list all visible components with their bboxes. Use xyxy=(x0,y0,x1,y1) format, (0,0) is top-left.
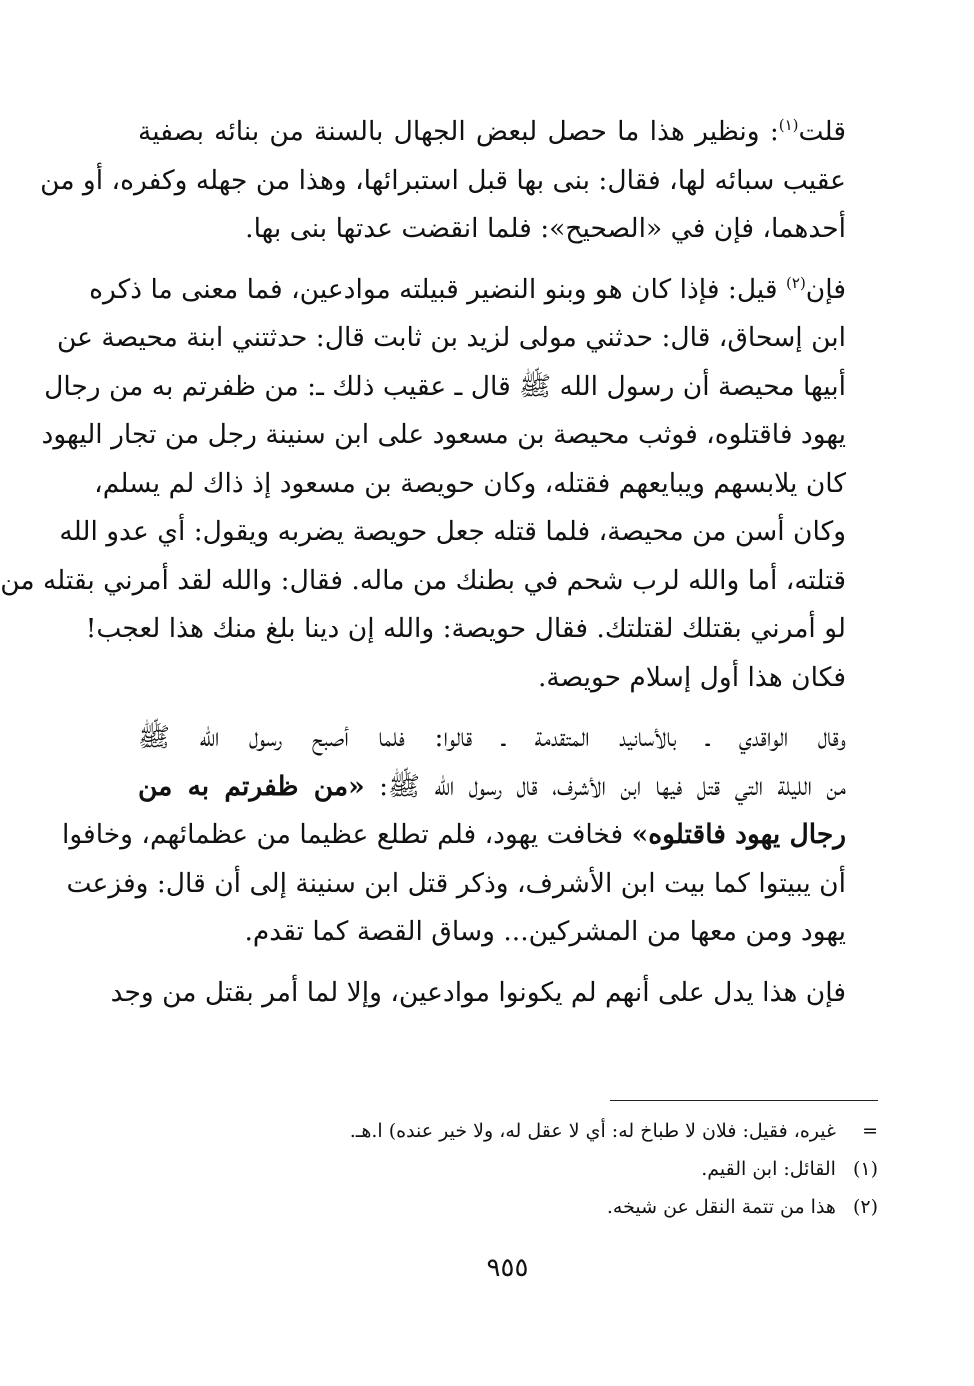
footnote xyxy=(138,1150,878,1188)
footnote-text: هذا من تتمة النقل عن شيخه. xyxy=(606,1196,836,1218)
paragraph xyxy=(62,714,878,957)
main-text xyxy=(0,108,878,1029)
footnote-ref: (٢) xyxy=(786,273,806,292)
footnote-marker: = xyxy=(862,1120,878,1142)
text-run: فخافت يهود، فلم تطلع عظيما من عظمائهم، وخافوا xyxy=(62,819,632,850)
text-run: لو أمرني بقتلك لقتلتك. فقال حويصة: والله إن دينا بلغ منك هذا لعجب! xyxy=(85,613,846,644)
paragraph xyxy=(110,969,878,1018)
footnote-marker: (١) xyxy=(852,1158,878,1180)
footnote-text: القائل: ابن القيم. xyxy=(701,1158,836,1180)
text-run: ابن إسحاق، قال: حدثني مولى لزيد بن ثابت قال: حدثتني ابنة محيصة عن xyxy=(56,322,846,353)
text-run: وقال الواقدي ـ بالأسانيد المتقدمة ـ قالوا: فلما أصبح رسول الله ﷺ xyxy=(138,722,846,753)
text-run: وكان أسن من محيصة، فلما قتله جعل حويصة يضربه ويقول: أي عدو الله xyxy=(59,516,846,547)
text-run: يهود فاقتلوه، فوثب محيصة بن مسعود على ابن سنينة رجل من تجار اليهود xyxy=(41,419,846,450)
text-line xyxy=(138,908,878,957)
footnote-separator xyxy=(610,1100,878,1101)
paragraph xyxy=(40,108,878,254)
text-line xyxy=(56,314,878,363)
text-line xyxy=(94,460,878,509)
hadith-quote: رجال يهود فاقتلوه» xyxy=(631,819,846,850)
text-run: من الليلة التي قتل فيها ابن الأشرف، قال رسول الله ﷺ: xyxy=(364,770,847,802)
footnotes xyxy=(138,1112,878,1226)
text-run: كان يلابسهم ويبايعهم فقتله، وكان حويصة بن مسعود إذ ذاك لم يسلم، xyxy=(94,467,846,499)
text-line xyxy=(110,969,878,1018)
text-run: : ونظير هذا ما حصل لبعض الجهال بالسنة من بنائه بصفية xyxy=(138,116,779,147)
text-line xyxy=(44,363,878,412)
text-run: قيل: فإذا كان هو وبنو النضير قبيلته موادعين، فما معنى ما ذكره xyxy=(89,273,787,305)
text-run: يهود ومن معها من المشركين... وساق القصة كما تقدم. xyxy=(244,916,846,947)
footnote-marker: (٢) xyxy=(852,1196,878,1218)
text-line xyxy=(59,508,878,557)
text-run: عقيب سبائه لها، فقال: بنى بها قبل استبرائها، وهذا من جهله وكفره، أو من xyxy=(40,164,846,196)
text-line xyxy=(138,108,878,157)
footnote-text: غيره، فقيل: فلان لا طباخ له: أي لا عقل له، ولا خير عنده) ا.هـ. xyxy=(349,1120,836,1142)
text-line xyxy=(138,654,878,703)
text-line xyxy=(41,411,878,460)
page-number: ٩٥٥ xyxy=(486,1253,529,1283)
footnote xyxy=(138,1188,878,1226)
text-line xyxy=(138,205,878,254)
footnote xyxy=(138,1112,878,1150)
footnote-ref: (١) xyxy=(778,116,799,135)
text-line xyxy=(138,714,878,763)
text-run: أحدهما، فإن في «الصحيح»: فلما انقضت عدتها بنى بها. xyxy=(245,213,846,244)
text-run: أن يبيتوا كما بيت ابن الأشرف، وذكر قتل ابن سنينة إلى أن قال: وفزعت xyxy=(66,867,846,899)
text-run: فكان هذا أول إسلام حويصة. xyxy=(537,661,846,693)
text-line xyxy=(85,605,878,654)
text-run: أبيها محيصة أن رسول الله ﷺ قال ـ عقيب ذلك ـ: من ظفرتم به من رجال xyxy=(44,370,846,402)
hadith-quote: «من ظفرتم به من xyxy=(138,770,365,802)
text-run: قلت xyxy=(798,116,846,147)
text-run: فإن xyxy=(805,273,846,305)
text-run: قتلته، أما والله لرب شحم في بطنك من ماله. فقال: والله لقد أمرني بقتله من xyxy=(0,564,846,596)
text-line xyxy=(62,811,878,860)
text-run: فإن هذا يدل على أنهم لم يكونوا موادعين، وإلا لما أمر بقتل من وجد xyxy=(110,976,846,1008)
text-line xyxy=(89,266,878,315)
text-line xyxy=(0,557,878,606)
text-line xyxy=(66,860,878,909)
text-line xyxy=(40,157,878,206)
text-line xyxy=(138,763,878,812)
paragraph xyxy=(0,266,878,703)
